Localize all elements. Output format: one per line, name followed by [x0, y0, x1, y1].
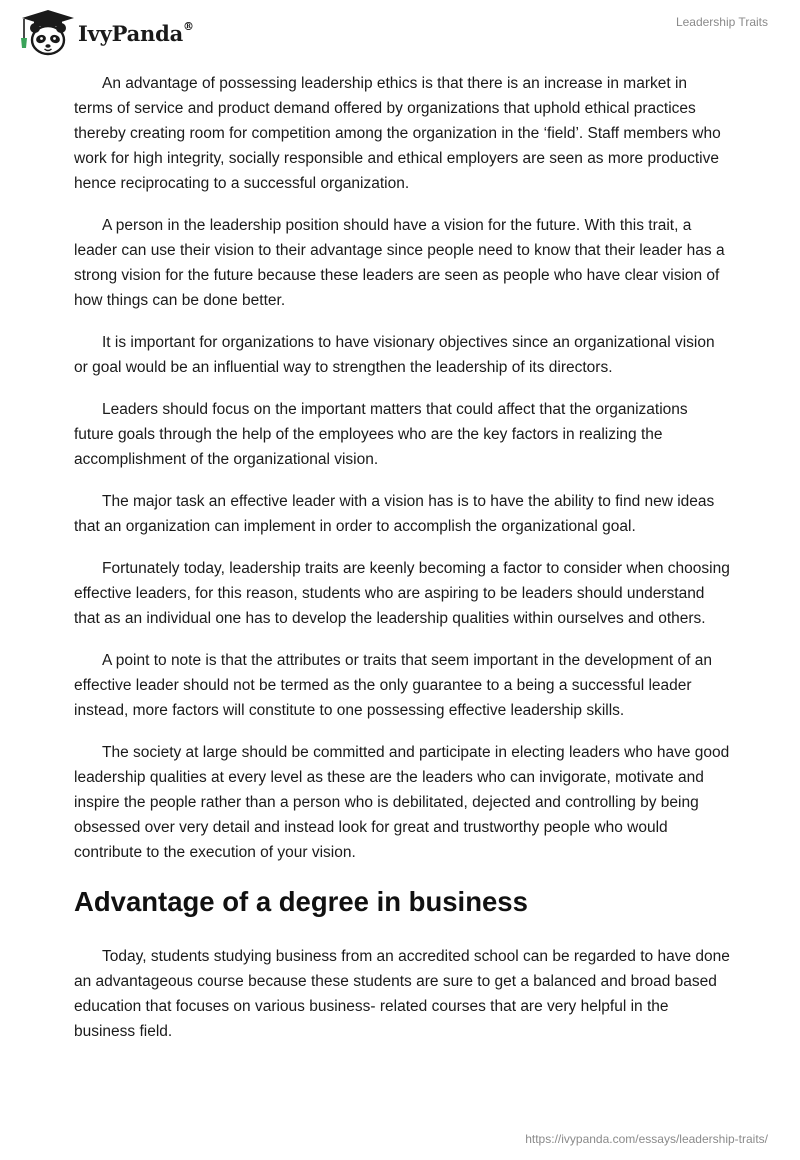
source-url[interactable]: https://ivypanda.com/essays/leadership-traits/ [525, 1132, 768, 1146]
body-paragraph: The major task an effective leader with a vision has is to have the ability to find new ideas that an organization can implement in order to accomplish the organizational goal. [74, 493, 715, 535]
body-paragraph: A person in the leadership position should have a vision for the future. With this trait, a leader can use their vision to their advantage since people need to know that their leader has a strong vision for the future because these leaders are seen as people who have clear vision of how things can be done better. [74, 217, 725, 309]
registered-mark: ® [183, 19, 194, 33]
body-paragraph: An advantage of possessing leadership ethics is that there is an increase in market in terms of service and product demand offered by organizations that uphold ethical practices thereby creating room for competition among the organization in the ‘field’. Staff members who work for high integrity, socially responsible and ethical employers are seen as more productive hence reciprocating to a successful organization. [74, 75, 721, 192]
essay-body [74, 71, 730, 1061]
ivypanda-logo[interactable] [14, 8, 194, 58]
body-paragraph: The society at large should be committed and participate in electing leaders who have good leadership qualities at every level as these are the leaders who can invigorate, motivate and inspire the people rather than a person who is debilitated, dejected and controlling by being obsessed over very detail and instead look for great and trustworthy people who would contribute to the execution of your vision. [74, 744, 730, 861]
body-paragraph: Leaders should focus on the important matters that could affect that the organizations future goals through the help of the employees who are the key factors in realizing the accomplishment of the organizational vision. [74, 401, 688, 468]
brand-name [78, 21, 194, 46]
page-header [0, 0, 800, 70]
body-paragraph: It is important for organizations to have visionary objectives since an organizational vision or goal would be an influential way to strengthen the leadership of its directors. [74, 334, 715, 376]
panda-graduate-icon [14, 8, 76, 58]
body-paragraph: A point to note is that the attributes or traits that seem important in the development of an effective leader should not be termed as the only guarantee to a being a successful leader instead, more factors will constitute to one possessing effective leadership skills. [74, 652, 713, 719]
section-heading: Advantage of a degree in business [74, 886, 528, 917]
brand-name-text: IvyPanda [78, 20, 184, 46]
body-paragraph: Fortunately today, leadership traits are keenly becoming a factor to consider when choosing effective leaders, for this reason, students who are aspiring to be leaders should understand that as an individual one has to develop the leadership qualities within ourselves and others. [74, 560, 730, 627]
body-paragraph: Today, students studying business from an accredited school can be regarded to have done an advantageous course because these students are sure to get a balanced and broad based education that focuses on various business- related courses that are very helpful in the business field. [74, 948, 730, 1040]
document-title: Leadership Traits [675, 15, 768, 29]
